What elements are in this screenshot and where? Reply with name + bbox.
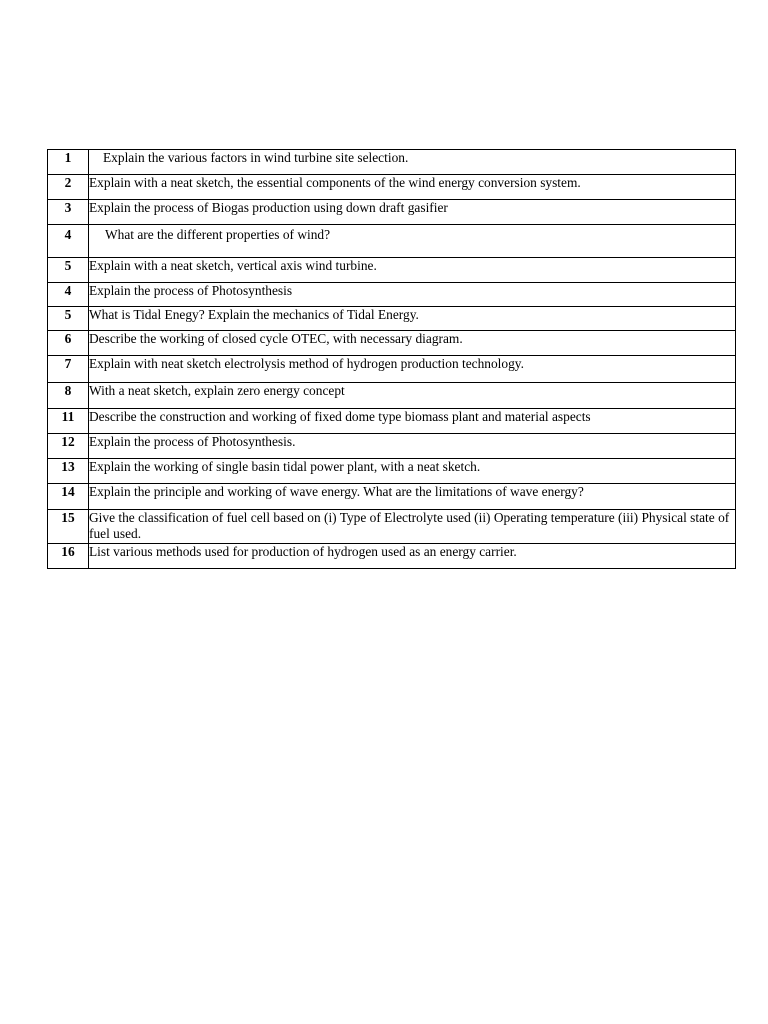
table-row bbox=[48, 510, 736, 544]
table-row bbox=[48, 307, 736, 331]
question-text: What is Tidal Enegy? Explain the mechanics of Tidal Energy. bbox=[89, 307, 736, 331]
question-number: 12 bbox=[48, 434, 89, 459]
table-row bbox=[48, 331, 736, 356]
table-row bbox=[48, 200, 736, 225]
question-number: 14 bbox=[48, 484, 89, 510]
question-number: 3 bbox=[48, 200, 89, 225]
question-number: 1 bbox=[48, 150, 89, 175]
question-text: Explain the process of Photosynthesis bbox=[89, 283, 736, 307]
question-text: Explain with a neat sketch, vertical axis wind turbine. bbox=[89, 258, 736, 283]
table-row bbox=[48, 484, 736, 510]
question-number: 2 bbox=[48, 175, 89, 200]
table-row bbox=[48, 150, 736, 175]
question-number: 13 bbox=[48, 459, 89, 484]
question-number: 4 bbox=[48, 225, 89, 258]
question-text: Give the classification of fuel cell based on (i) Type of Electrolyte used (ii) Operating temperature (iii) Physical state of fuel used. bbox=[89, 510, 736, 544]
question-number: 16 bbox=[48, 544, 89, 569]
table-row bbox=[48, 409, 736, 434]
question-number: 5 bbox=[48, 258, 89, 283]
question-text: Explain with neat sketch electrolysis method of hydrogen production technology. bbox=[89, 356, 736, 383]
table-row bbox=[48, 283, 736, 307]
question-text: Explain the various factors in wind turbine site selection. bbox=[89, 150, 736, 175]
question-text: Explain with a neat sketch, the essential components of the wind energy conversion system. bbox=[89, 175, 736, 200]
question-text: List various methods used for production of hydrogen used as an energy carrier. bbox=[89, 544, 736, 569]
table-row bbox=[48, 434, 736, 459]
table-row bbox=[48, 258, 736, 283]
table-row bbox=[48, 459, 736, 484]
question-number: 15 bbox=[48, 510, 89, 544]
question-number: 4 bbox=[48, 283, 89, 307]
question-text: Explain the process of Photosynthesis. bbox=[89, 434, 736, 459]
table-row bbox=[48, 175, 736, 200]
question-text: What are the different properties of wind? bbox=[89, 225, 736, 258]
table-row bbox=[48, 225, 736, 258]
question-text: With a neat sketch, explain zero energy concept bbox=[89, 383, 736, 409]
question-text: Describe the construction and working of fixed dome type biomass plant and material aspects bbox=[89, 409, 736, 434]
question-number: 8 bbox=[48, 383, 89, 409]
question-table bbox=[47, 149, 736, 569]
question-number: 5 bbox=[48, 307, 89, 331]
question-number: 11 bbox=[48, 409, 89, 434]
question-text: Explain the principle and working of wave energy. What are the limitations of wave energy? bbox=[89, 484, 736, 510]
question-text: Explain the process of Biogas production using down draft gasifier bbox=[89, 200, 736, 225]
question-text: Describe the working of closed cycle OTEC, with necessary diagram. bbox=[89, 331, 736, 356]
question-text: Explain the working of single basin tidal power plant, with a neat sketch. bbox=[89, 459, 736, 484]
table-row bbox=[48, 356, 736, 383]
table-row bbox=[48, 383, 736, 409]
question-number: 6 bbox=[48, 331, 89, 356]
question-number: 7 bbox=[48, 356, 89, 383]
table-row bbox=[48, 544, 736, 569]
